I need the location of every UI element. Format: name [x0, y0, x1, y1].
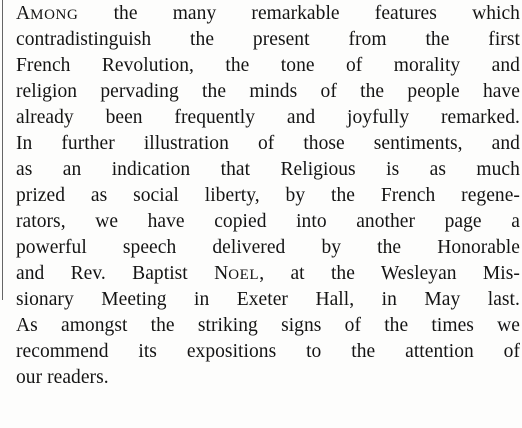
article-line: In further illustration of those sentiments, and [16, 133, 520, 154]
article-line: as an indication that Religious is as much [16, 159, 520, 180]
article-line: contradistinguish the present from the first [16, 29, 520, 50]
article-line: powerful speech delivered by the Honorable [16, 237, 520, 258]
article-line: sionary Meeting in Exeter Hall, in May last. [16, 289, 520, 310]
article-line: and Rev. Baptist NOEL, at the Wesleyan Mis- [16, 263, 520, 284]
article-column [16, 1, 520, 391]
article-line: French Revolution, the tone of morality and [16, 55, 520, 76]
article-line: prized as social liberty, by the French regene- [16, 185, 520, 206]
article-line: AMONG the many remarkable features which [16, 3, 520, 24]
article-line: religion pervading the minds of the people have [16, 81, 520, 102]
column-rule [2, 0, 3, 300]
article-line: our readers. [16, 367, 109, 388]
article-line: rators, we have copied into another page a [16, 211, 520, 232]
article-line: already been frequently and joyfully remarked. [16, 107, 520, 128]
article-line: recommend its expositions to the attention of [16, 341, 520, 362]
article-line: As amongst the striking signs of the times we [16, 315, 520, 336]
